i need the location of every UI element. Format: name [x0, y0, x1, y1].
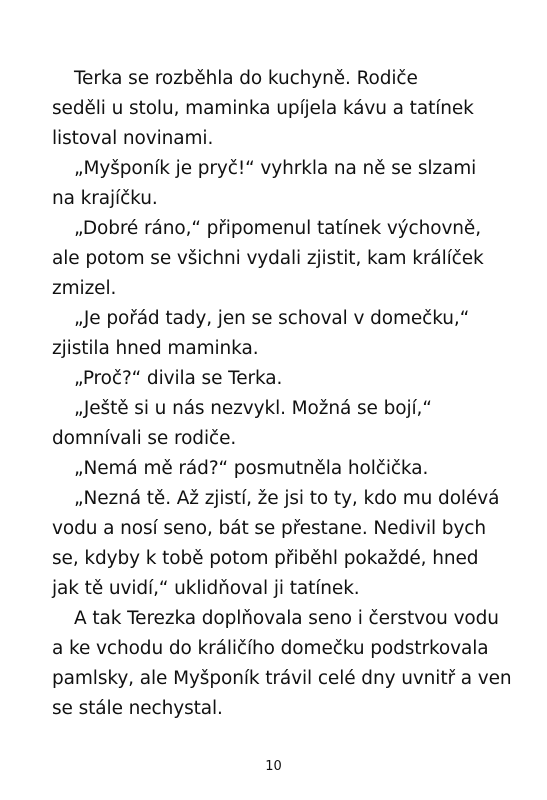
text-line: zjistila hned maminka.: [52, 338, 259, 359]
text-line: „Dobré ráno,“ připomenul tatínek výchovně,: [74, 218, 481, 239]
text-line: listoval novinami.: [52, 128, 214, 149]
text-line: se, kdyby k tobě potom přiběhl pokaždé, hned: [52, 548, 479, 569]
text-line: Terka se rozběhla do kuchyně. Rodiče: [74, 68, 418, 89]
text-line: a ke vchodu do králičího domečku podstrkovala: [52, 638, 489, 659]
text-line: A tak Terezka doplňovala seno i čerstvou vodu: [74, 608, 499, 629]
text-line: „Ještě si u nás nezvykl. Možná se bojí,“: [74, 398, 432, 419]
text-line: ale potom se všichni vydali zjistit, kam králíček: [52, 248, 484, 269]
paragraph: [52, 394, 502, 454]
text-line: „Je pořád tady, jen se schoval v domečku,“: [74, 308, 470, 329]
paragraph: [52, 214, 502, 304]
text-line: pamlsky, ale Myšponík trávil celé dny uvnitř a ven: [52, 668, 512, 689]
text-line: „Nemá mě rád?“ posmutněla holčička.: [74, 458, 429, 479]
body-text: [52, 64, 512, 724]
paragraph: [52, 484, 502, 604]
text-line: domnívali se rodiče.: [52, 428, 237, 449]
paragraph: [52, 64, 502, 154]
text-line: jak tě uvidí,“ uklidňoval ji tatínek.: [52, 578, 360, 599]
text-line: seděli u stolu, maminka upíjela kávu a tatínek: [52, 98, 474, 119]
paragraph: [52, 154, 502, 214]
text-line: „Myšponík je pryč!“ vyhrkla na ně se slzami: [74, 158, 477, 179]
paragraph: [52, 604, 512, 724]
text-line: zmizel.: [52, 278, 117, 299]
text-line: se stále nechystal.: [52, 698, 223, 719]
paragraph: [52, 454, 502, 484]
text-line: vodu a nosí seno, bát se přestane. Nedivil bych: [52, 518, 486, 539]
text-line: na krajíčku.: [52, 188, 158, 209]
text-line: „Nezná tě. Až zjistí, že jsi to ty, kdo mu dolévá: [74, 488, 500, 509]
page-number: 10: [265, 759, 282, 774]
paragraph: [52, 364, 502, 394]
text-line: „Proč?“ divila se Terka.: [74, 368, 283, 389]
paragraph: [52, 304, 502, 364]
